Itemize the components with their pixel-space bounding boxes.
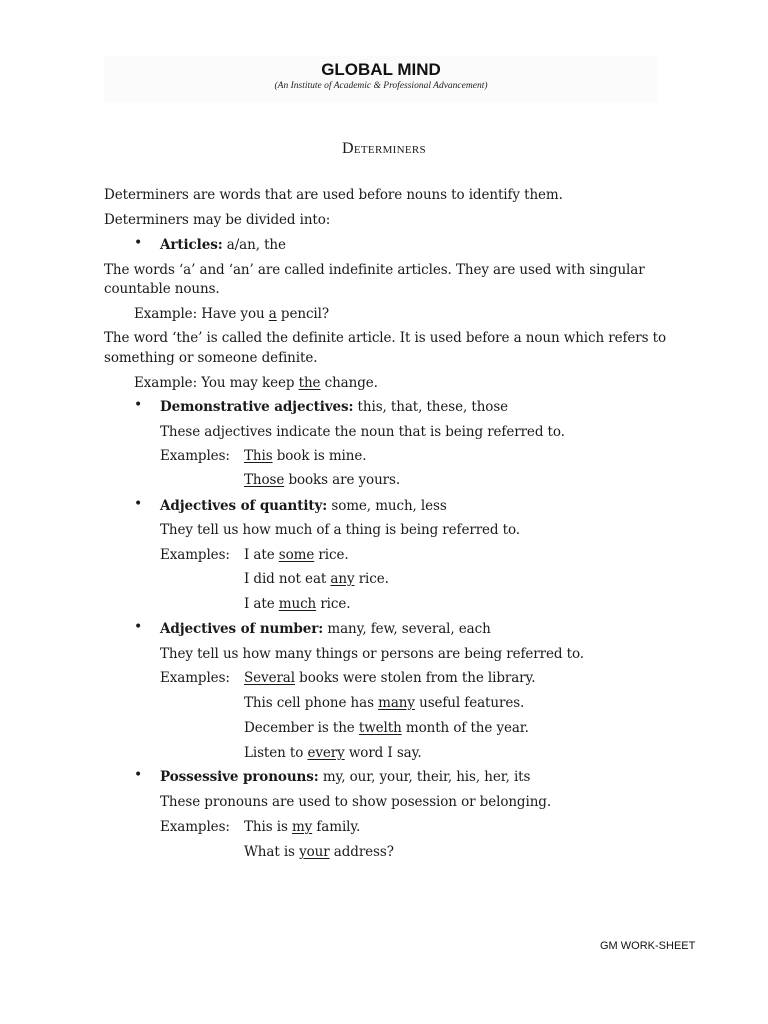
number-desc: They tell us how many things or persons are being referred to. xyxy=(160,646,584,662)
example-suffix: rice. xyxy=(316,596,351,612)
example-prefix: What is xyxy=(244,844,300,860)
example-suffix: book is mine. xyxy=(272,448,367,464)
quantity-term: Adjectives of quantity: xyxy=(160,498,328,514)
number-examples-label: Examples: xyxy=(160,670,230,686)
possessive-example-1 xyxy=(244,818,360,837)
example-prefix: December is the xyxy=(244,720,359,736)
underlined-word: Several xyxy=(244,670,295,686)
example-prefix: Example: Have you xyxy=(134,306,269,322)
underlined-word: your xyxy=(299,844,330,860)
indefinite-line-1: The words ‘a’ and ‘an’ are called indefinite articles. They are used with singular xyxy=(104,262,645,278)
org-name: GLOBAL MIND xyxy=(321,60,441,79)
underlined-word: my xyxy=(291,819,313,835)
underlined-word: This xyxy=(244,448,273,464)
possessive-heading xyxy=(160,768,530,787)
bullet-icon: • xyxy=(134,397,143,413)
definite-line-1: The word ‘the’ is called the definite article. It is used before a noun which refers to xyxy=(104,330,667,346)
articles-items: a/an, the xyxy=(226,237,286,253)
underlined-word: much xyxy=(278,596,317,612)
underlined-word: a xyxy=(268,306,277,322)
number-heading xyxy=(160,620,491,639)
underlined-word: many xyxy=(378,695,415,711)
possessive-desc: These pronouns are used to show posession or belonging. xyxy=(160,794,552,810)
articles-term: Articles: xyxy=(160,237,223,253)
example-suffix: month of the year. xyxy=(401,720,529,736)
example-prefix: I ate xyxy=(244,547,279,563)
page-title: Determiners xyxy=(342,140,426,157)
number-example-4 xyxy=(244,744,422,763)
definite-line-2: something or someone definite. xyxy=(104,350,318,366)
intro-line-1: Determiners are words that are used before nouns to identify them. xyxy=(104,187,563,203)
number-example-2 xyxy=(244,694,524,713)
demonstrative-example-2 xyxy=(244,471,400,490)
example-prefix: I ate xyxy=(244,596,279,612)
bullet-icon: • xyxy=(134,235,143,251)
demonstrative-items: this, that, these, those xyxy=(353,399,509,415)
intro-line-2: Determiners may be divided into: xyxy=(104,212,331,228)
number-example-1 xyxy=(244,669,535,688)
org-tagline: (An Institute of Academic & Professional Advancement) xyxy=(274,81,488,91)
quantity-items: some, much, less xyxy=(327,498,447,514)
bullet-icon: • xyxy=(134,619,143,635)
number-items: many, few, several, each xyxy=(323,621,491,637)
example-prefix: I did not eat xyxy=(244,571,331,587)
example-suffix: books are yours. xyxy=(284,472,401,488)
demonstrative-examples-label: Examples: xyxy=(160,448,230,464)
number-term: Adjectives of number: xyxy=(160,621,324,637)
possessive-items: my, our, your, their, his, her, its xyxy=(318,769,531,785)
example-suffix: rice. xyxy=(354,571,389,587)
possessive-example-2 xyxy=(244,843,394,862)
bullet-icon: • xyxy=(134,767,143,783)
example-prefix: Listen to xyxy=(244,745,308,761)
possessive-term: Possessive pronouns: xyxy=(160,769,319,785)
demonstrative-desc: These adjectives indicate the noun that is being referred to. xyxy=(160,424,565,440)
example-suffix: pencil? xyxy=(276,306,329,322)
underlined-word: some xyxy=(278,547,315,563)
quantity-heading xyxy=(160,497,447,516)
example-suffix: books were stolen from the library. xyxy=(294,670,536,686)
letterhead xyxy=(104,56,658,102)
quantity-example-2 xyxy=(244,570,389,589)
demonstrative-heading xyxy=(160,398,508,417)
underlined-word: any xyxy=(330,571,355,587)
example-prefix: Example: You may keep xyxy=(134,375,299,391)
number-example-3 xyxy=(244,719,529,738)
example-suffix: family. xyxy=(312,819,361,835)
bullet-icon: • xyxy=(134,496,143,512)
example-suffix: change. xyxy=(320,375,378,391)
example-suffix: address? xyxy=(329,844,394,860)
articles-example-2 xyxy=(134,374,378,393)
demonstrative-term: Demonstrative adjectives: xyxy=(160,399,354,415)
indefinite-line-2: countable nouns. xyxy=(104,281,220,297)
quantity-example-1 xyxy=(244,546,349,565)
underlined-word: every xyxy=(307,745,345,761)
demonstrative-example-1 xyxy=(244,447,366,466)
underlined-word: twelth xyxy=(358,720,402,736)
example-suffix: word I say. xyxy=(344,745,422,761)
example-suffix: rice. xyxy=(314,547,349,563)
example-prefix: This cell phone has xyxy=(244,695,379,711)
example-prefix: This is xyxy=(244,819,292,835)
quantity-desc: They tell us how much of a thing is being referred to. xyxy=(160,522,520,538)
quantity-example-3 xyxy=(244,595,350,614)
underlined-word: Those xyxy=(244,472,285,488)
quantity-examples-label: Examples: xyxy=(160,547,230,563)
articles-example-1 xyxy=(134,305,329,324)
underlined-word: the xyxy=(298,375,321,391)
articles-heading xyxy=(160,236,286,255)
footer-label: GM WORK-SHEET xyxy=(600,940,696,952)
example-suffix: useful features. xyxy=(414,695,525,711)
possessive-examples-label: Examples: xyxy=(160,819,230,835)
